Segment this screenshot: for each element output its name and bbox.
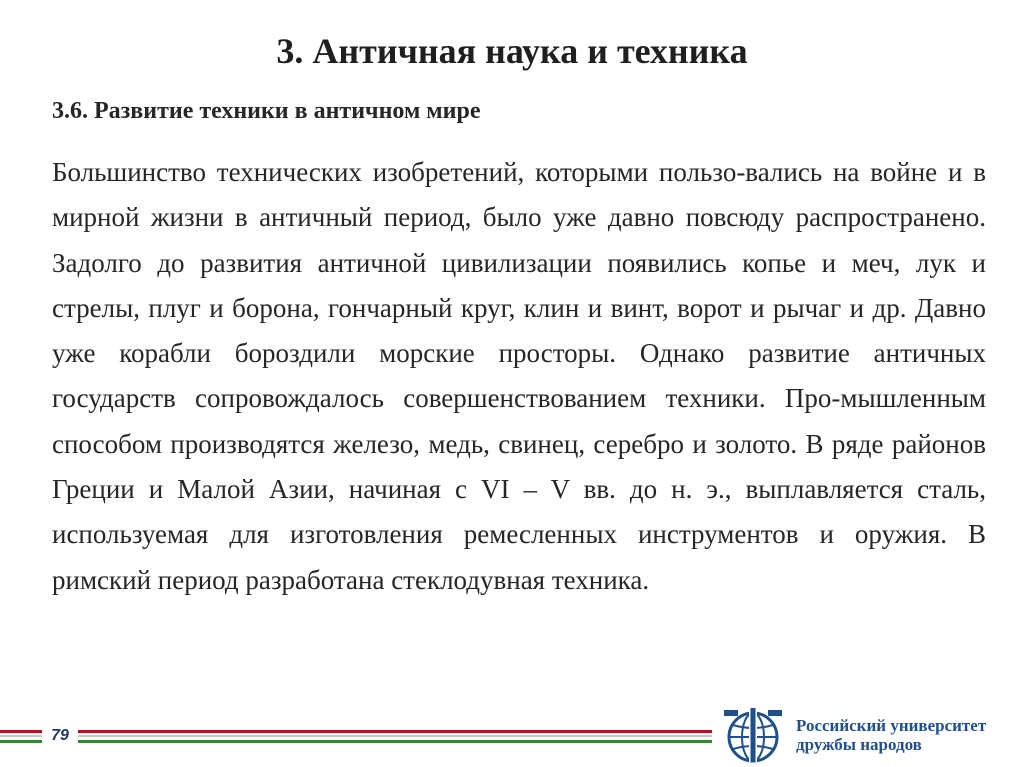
university-name-line1: Российский университет xyxy=(796,716,987,735)
slide-body-text: Большинство технических изобретений, которыми пользо-вались на войне и в мирной жизни в античный период, было уже давно повсюду распространено. Задолго до развития античной цивилизации появились копье и меч, лук и стрелы, плуг и борона, гончарный круг, клин и винт, ворот и рычаг и др. Давно уже корабли бороздили морские просторы. Однако развитие античных государств сопровождалось совершенствованием техники. Про-мышленным способом производятся железо, медь, свинец, серебро и золото. В ряде районов Греции и Малой Азии, начиная с VI – V вв. до н. э., выплавляется сталь, используемая для изготовления ремесленных инструментов и оружия. В римский период разработана стеклодувная техника. xyxy=(52,157,986,595)
footer-stripes xyxy=(0,728,712,746)
globe-emblem-icon xyxy=(720,706,786,764)
footer-stripe-gray xyxy=(0,735,712,737)
footer-stripe-green xyxy=(0,740,712,743)
footer-stripe-red xyxy=(0,730,712,733)
university-name-line2: дружбы народов xyxy=(796,735,922,754)
page-number: 79 xyxy=(42,724,78,748)
university-logo-text xyxy=(796,716,1016,754)
slide-subtitle: 3.6. Развитие техники в античном мире xyxy=(52,98,481,124)
slide-title: 3. Античная наука и техника xyxy=(276,31,748,71)
